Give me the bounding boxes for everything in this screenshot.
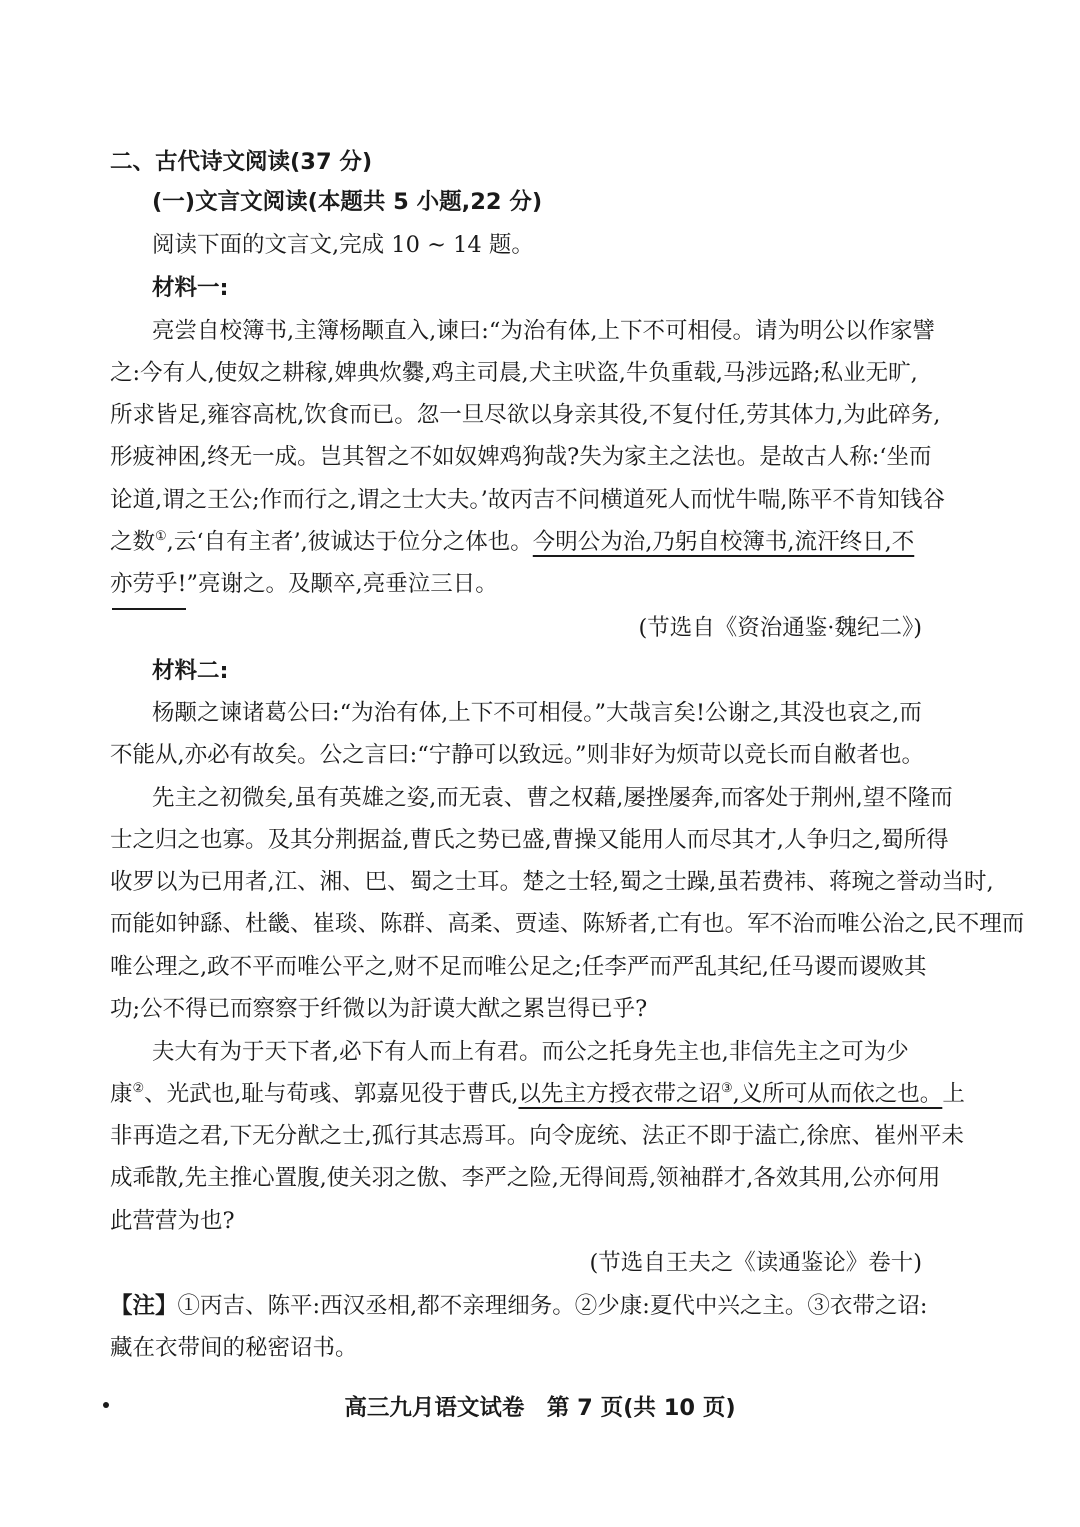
footnote-ref-2: ②: [132, 1081, 145, 1096]
material2-line: 而能如钟繇、杜畿、崔琰、陈群、高柔、贾逵、陈矫者,亡有也。军不治而唯公治之,民不理而: [110, 911, 1025, 937]
material1-line: 之:今有人,使奴之耕稼,婢典炊爨,鸡主司晨,犬主吠盗,牛负重载,马涉远路;私业无旷,: [110, 360, 918, 386]
underline-continuation: [112, 608, 186, 610]
material2-line: 杨颙之谏诸葛公曰:“为治有体,上下不可相侵。”大哉言矣!公谢之,其没也哀之,而: [152, 700, 922, 726]
material2-line: 夫大有为于天下者,必下有人而上有君。而公之托身先主也,非信先主之可为少: [152, 1039, 909, 1065]
material2-line: 收罗以为已用者,江、湘、巴、蜀之士耳。楚之士轻,蜀之士躁,虽若费祎、蒋琬之誉动当时,: [110, 869, 994, 895]
note-line: 藏在衣带间的秘密诏书。: [110, 1335, 358, 1361]
text-segment: ,义所可从而依之也。: [732, 1081, 943, 1107]
material2-line: 不能从,亦必有故矣。公之言曰:“宁静可以致远。”则非好为烦苛以竞长而自敝者也。: [110, 742, 924, 768]
material1-source: (节选自《资治通鉴·魏纪二》): [638, 615, 922, 641]
material2-line: 士之归之也寡。及其分荆据益,曹氏之势已盛,曹操又能用人而尽其才,人争归之,蜀所得: [110, 827, 949, 853]
material1-line: 论道,谓之王公;作而行之,谓之士大夫。’故丙吉不问横道死人而忧牛喘,陈平不肯知钱谷: [110, 487, 945, 513]
text-segment: 、光武也,耻与荀彧、郭嘉见役于曹氏,: [144, 1081, 519, 1107]
material1-line: 形疲神困,终无一成。岂其智之不如奴婢鸡狗哉?失为家主之法也。是故古人称:‘坐而: [110, 444, 932, 470]
material1-label: 材料一:: [152, 275, 229, 301]
text-segment: 之数: [110, 529, 156, 555]
underlined-sentence-end: 亦劳乎!: [110, 571, 187, 597]
material1-line: 亮尝自校簿书,主簿杨颙直入,谏曰:“为治有体,上下不可相侵。请为明公以作家譬: [152, 318, 936, 344]
underlined-sentence: 今明公为治,乃躬自校簿书,流汗终日,不: [532, 529, 915, 555]
material2-line: 非再造之君,下无分猷之士,孤行其志焉耳。向令庞统、法正不即于溘亡,徐庶、崔州平未: [110, 1123, 964, 1149]
instruction: 阅读下面的文言文,完成 10 ~ 14 题。: [152, 232, 534, 258]
subsection-title: (一)文言文阅读(本题共 5 小题,22 分): [152, 189, 543, 215]
note-text: ①丙吉、陈平:西汉丞相,都不亲理细务。②少康:夏代中兴之主。③衣带之诏:: [177, 1293, 928, 1319]
material2-line: 此营营为也?: [110, 1208, 235, 1234]
text-segment: 以先主方授衣带之诏: [518, 1081, 721, 1107]
material2-line: 先主之初微矣,虽有英雄之姿,而无袁、曹之权藉,屡挫屡奔,而客处于荆州,望不隆而: [152, 785, 953, 811]
footnote-ref-3: ③: [721, 1081, 733, 1096]
note-label: 【注】: [110, 1293, 178, 1319]
material1-line: [110, 526, 922, 558]
material2-line: [110, 1078, 965, 1110]
material2-line: 唯公理之,政不平而唯公平之,财不足而唯公足之;任李严而严乱其纪,任马谡而谡败其: [110, 954, 927, 980]
note-line: [110, 1290, 928, 1322]
material2-label: 材料二:: [152, 658, 229, 684]
page-footer: 高三九月语文试卷 第 7 页(共 10 页): [344, 1395, 736, 1421]
text-segment: ,云‘自有主者’,彼诚达于位分之体也。: [166, 529, 533, 555]
material1-line: [110, 568, 922, 600]
material2-source: (节选自王夫之《读通鉴论》卷十): [589, 1250, 922, 1276]
footnote-ref-1: ①: [155, 529, 167, 544]
material2-line: 成乖散,先主推心置腹,使关羽之傲、李严之险,无得间焉,领袖群才,各效其用,公亦何用: [110, 1165, 941, 1191]
text-segment: ”亮谢之。及颙卒,亮垂泣三日。: [186, 571, 498, 597]
section-title: 二、古代诗文阅读(37 分): [110, 149, 373, 175]
material2-line: 功;公不得已而察察于纤微以为訏谟大猷之累岂得已乎?: [110, 996, 648, 1022]
text-segment: 康: [110, 1081, 133, 1107]
text-segment: 上: [942, 1081, 965, 1107]
material1-line: 所求皆足,雍容高枕,饮食而已。忽一旦尽欲以身亲其役,不复付任,劳其体力,为此碎务,: [110, 402, 941, 428]
underlined-sentence: [518, 1081, 942, 1107]
